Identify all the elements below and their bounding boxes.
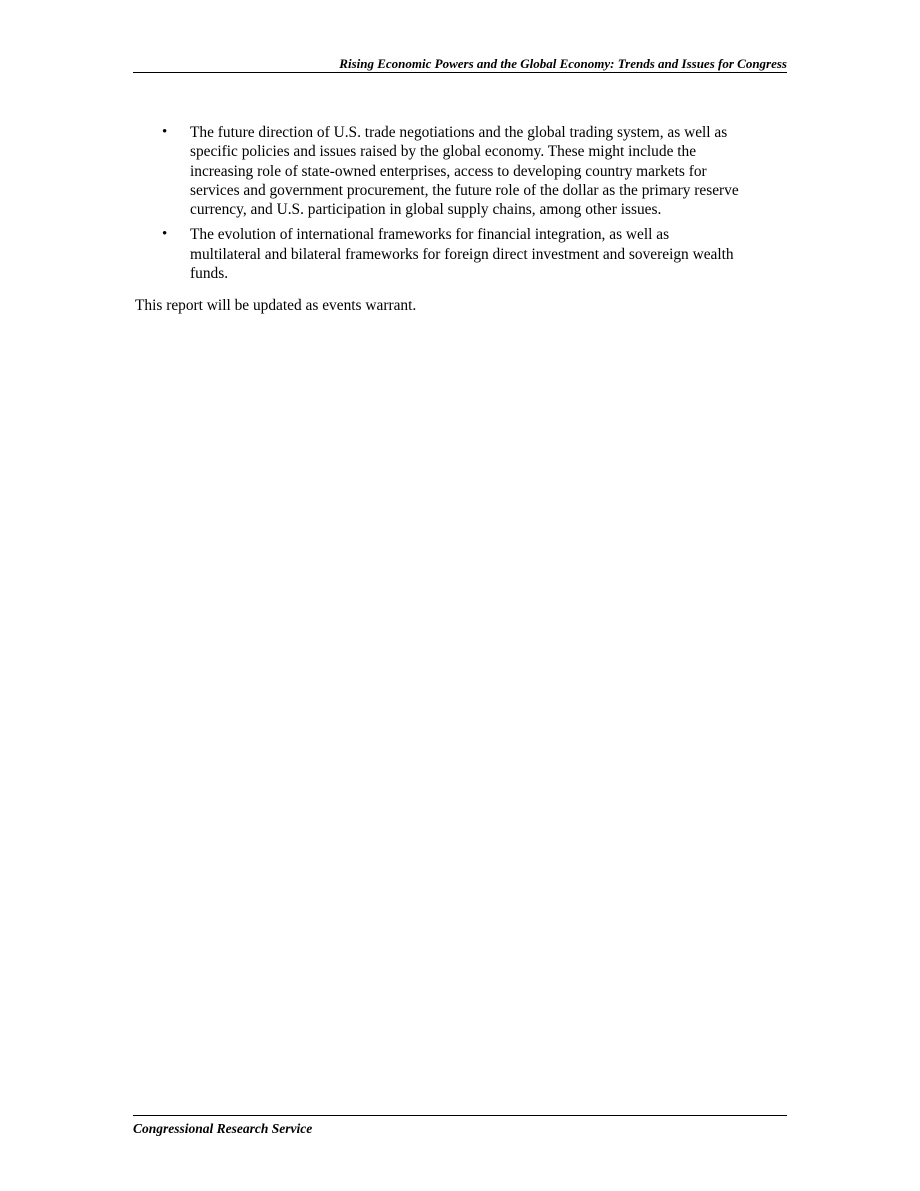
bullet-icon: • bbox=[162, 226, 168, 243]
list-item bbox=[135, 225, 740, 283]
list-item-text: The future direction of U.S. trade negotiations and the global trading system, as well as specific policies and issues raised by the global economy. These might include the increasing role of state-owned enterprises, access to developing country markets for services and government procurement, the future role of the dollar as the primary reserve currency, and U.S. participation in global supply chains, among other issues. bbox=[190, 124, 739, 219]
running-footer bbox=[133, 1115, 787, 1137]
footer-organization: Congressional Research Service bbox=[133, 1121, 313, 1136]
bullet-icon: • bbox=[162, 124, 168, 140]
closing-paragraph: This report will be updated as events warrant. bbox=[135, 297, 417, 315]
running-header bbox=[133, 55, 787, 73]
report-body bbox=[135, 123, 775, 316]
report-title: Rising Economic Powers and the Global Economy: Trends and Issues for Congress bbox=[339, 56, 787, 71]
bullet-list bbox=[135, 123, 775, 283]
list-item-text: The evolution of international frameworks for financial integration, as well as multilateral and bilateral frameworks for foreign direct investment and sovereign wealth funds. bbox=[190, 226, 734, 283]
list-item bbox=[135, 123, 740, 219]
